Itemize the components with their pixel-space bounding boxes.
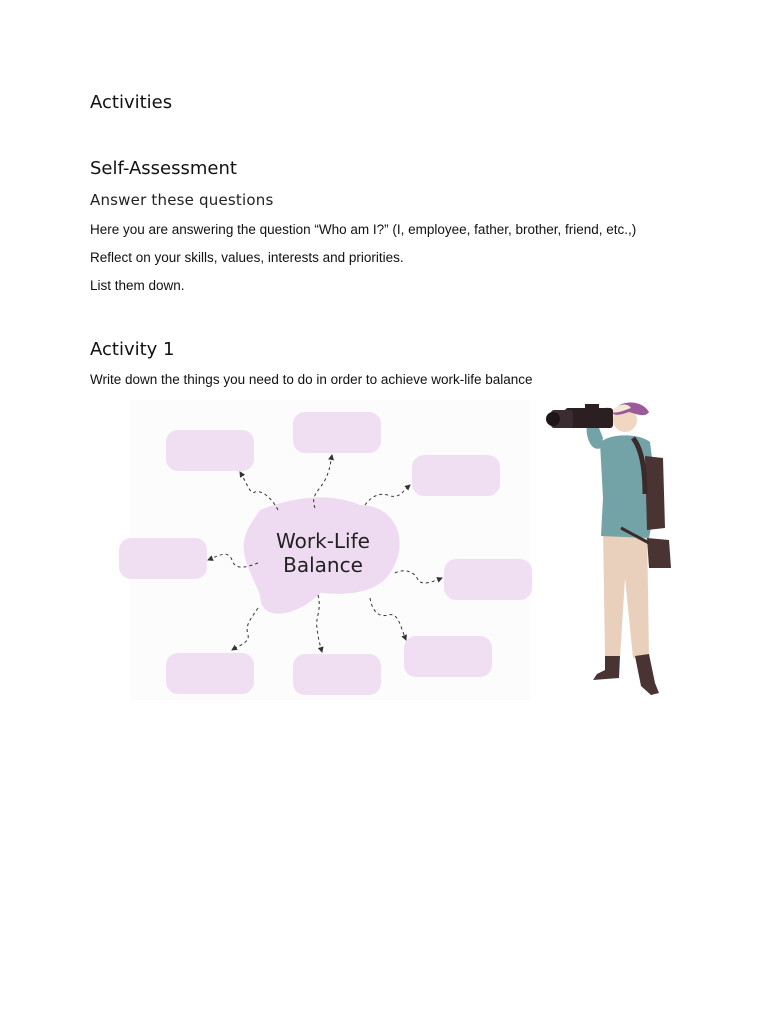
work-life-balance-diagram [110,400,550,700]
section-title-activity-1: Activity 1 [90,339,175,360]
page-heading: Activities [90,92,173,113]
section-title-self-assessment: Self-Assessment [90,158,237,179]
photographer-illustration [545,398,680,700]
answer-box [412,455,500,496]
center-label-line1: Work-Life [276,529,370,553]
answer-box [166,653,254,694]
paragraph-line: List them down. [90,278,185,293]
center-label-line2: Balance [283,553,363,577]
answer-box [293,412,381,453]
paragraph-line: Reflect on your skills, values, interests and priorities. [90,250,404,265]
answer-box [293,654,381,695]
answer-box [404,636,492,677]
answer-box [444,559,532,600]
activity-instruction: Write down the things you need to do in order to achieve work-life balance [90,372,533,387]
answer-box [166,430,254,471]
answer-box [119,538,207,579]
section-subtitle: Answer these questions [90,191,274,209]
paragraph-line: Here you are answering the question “Who am I?” (I, employee, father, brother, friend, etc.,) [90,222,637,237]
